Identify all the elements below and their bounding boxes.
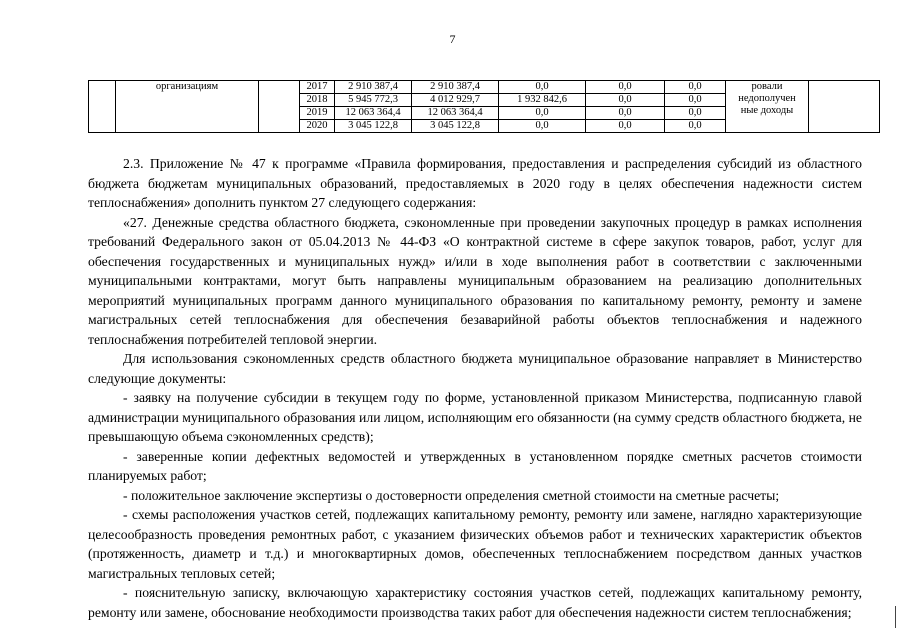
table-cell: 0,0 [586, 94, 665, 107]
list-item: - пояснительную записку, включающую характеристику состояния участков сетей, подлежащих капитальному ремонту, ремонту или замене, обоснование необходимости производства таких работ для обеспечения надежности систем теплоснабжения; [88, 585, 862, 620]
table-cell: 3 045 122,8 [412, 120, 499, 133]
page-number: 7 [449, 32, 456, 46]
table-cell: 4 012 929,7 [412, 94, 499, 107]
table-cell: 12 063 364,4 [335, 107, 412, 120]
list-item: - заявку на получение субсидии в текущем году по форме, установленной приказом Министерства, подписанную главой администрации муниципального образования или лицом, исполняющим его обязанности (на сумму средств областного бюджета, не превышающую объема сэкономленных средств); [88, 390, 862, 444]
note-line: ные доходы [740, 105, 794, 116]
table-cell: 12 063 364,4 [412, 107, 499, 120]
table-cell: 2 910 387,4 [335, 81, 412, 94]
table-cell: 0,0 [499, 107, 586, 120]
table-cell: 2 910 387,4 [412, 81, 499, 94]
table-cell-org: организациям [116, 81, 259, 133]
table-cell-year: 2017 [300, 81, 335, 94]
note-line: недополучен [738, 93, 796, 104]
table-cell-year: 2020 [300, 120, 335, 133]
margin-mark [895, 606, 896, 628]
table-cell: 0,0 [665, 81, 726, 94]
list-item: - положительное заключение экспертизы о достоверности определения сметной стоимости на сметные расчеты; [123, 487, 780, 503]
document-body [88, 154, 862, 622]
list-item: - схемы расположения участков сетей, подлежащих капитальному ремонту, ремонту или замене, наглядно характеризующие целесообразность проведения ремонтных работ, с указанием физических объемов работ и технических характеристик объектов (протяженность, диаметр и т.д.) и многоквартирных домов, обеспеченных теплоснабжением посредством данных участков магистральных тепловых сетей; [88, 507, 862, 581]
table-cell: 0,0 [665, 94, 726, 107]
table-cell: 0,0 [665, 120, 726, 133]
table-cell: 0,0 [586, 120, 665, 133]
table-cell: 1 932 842,6 [499, 94, 586, 107]
paragraph-clause-27: «27. Денежные средства областного бюджета, сэкономленные при проведении закупочных процедур в рамках исполнения требований Федерального закон от 05.04.2013 № 44-ФЗ «О контрактной системе в сфере закупок товаров, работ, услуг для обеспечения государственных и муниципальных нужд» и/или в ходе выполнения работ в соответствии с заключенными муниципальными контрактами, могут быть направлены муниципальным образованием на реализацию дополнительных мероприятий муниципальных программ данного муниципального образования по капитальному ремонту, ремонту и замене магистральных сетей теплоснабжения для обеспечения безаварийной работы объектов теплоснабжения и надежного теплоснабжения потребителей тепловой энергии. [88, 214, 862, 347]
table-cell-blank [89, 81, 116, 133]
table-cell-year: 2019 [300, 107, 335, 120]
paragraph-documents-intro: Для использования сэкономленных средств областного бюджета муниципальное образование направляет в Министерство следующие документы: [88, 351, 862, 386]
table-cell: 5 945 772,3 [335, 94, 412, 107]
list-item: - заверенные копии дефектных ведомостей и утвержденных в установленном порядке сметных расчетов стоимости планируемых работ; [88, 448, 862, 483]
budget-table [88, 80, 880, 133]
table-cell-blank [809, 81, 880, 133]
table-cell: 0,0 [665, 107, 726, 120]
table-cell: 0,0 [499, 120, 586, 133]
table-cell: 3 045 122,8 [335, 120, 412, 133]
table-cell: 0,0 [586, 107, 665, 120]
table-cell-year: 2018 [300, 94, 335, 107]
table-row [89, 81, 880, 94]
table-cell-blank [259, 81, 300, 133]
table-cell: 0,0 [586, 81, 665, 94]
table-cell: 0,0 [499, 81, 586, 94]
paragraph-amendment: 2.3. Приложение № 47 к программе «Правила формирования, предоставления и распределения субсидий из областного бюджета бюджетам муниципальных образований, предоставляемых в 2020 году в целях обеспечения надежности систем теплоснабжения» дополнить пунктом 27 следующего содержания: [88, 156, 862, 210]
table-cell-note [726, 81, 809, 133]
note-line: ровали [751, 81, 783, 92]
